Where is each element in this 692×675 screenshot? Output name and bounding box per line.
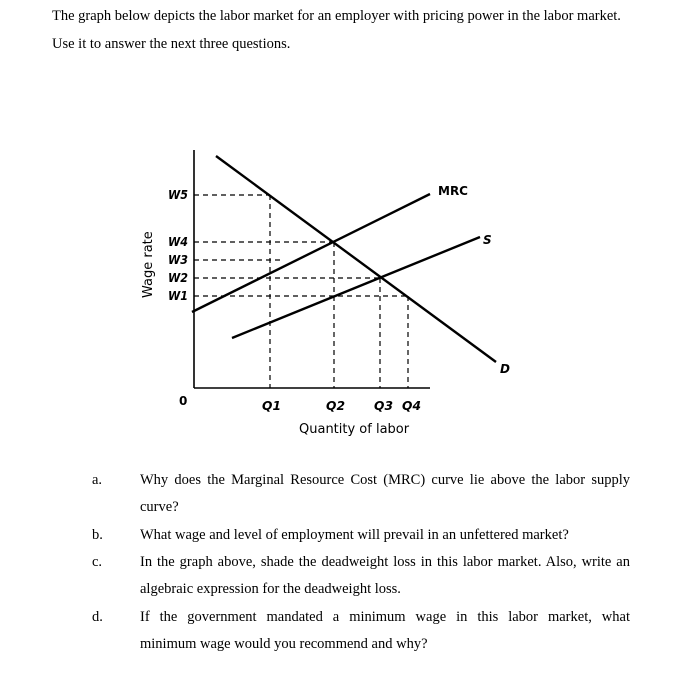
w4-label: W4 [168,235,188,249]
intro-paragraph: The graph below depicts the labor market for an employer with pricing power in the labor market. Use it to answer the next three questions. [52,8,621,52]
q1-label: Q1 [262,399,281,413]
question-text: curve? [140,499,179,515]
q4-label: Q4 [402,399,421,413]
origin-label: 0 [179,394,188,408]
x-axis-title: Quantity of labor [299,422,410,437]
question-text: Why does the Marginal Resource Cost (MRC) curve lie above the labor supply [140,472,630,488]
q3-label: Q3 [374,399,393,413]
mrc-curve [192,194,430,312]
w1-label: W1 [168,289,188,303]
w3-label: W3 [168,253,188,267]
question-letter: a. [92,472,103,488]
question-letter: b. [92,527,103,543]
mrc-label: MRC [438,184,468,198]
question-text: What wage and level of employment will prevail in an unfettered market? [140,527,569,543]
question-text: minimum wage would you recommend and why? [140,636,428,652]
question-letter: d. [92,609,103,625]
supply-label: S [483,233,492,247]
y-axis-title: Wage rate [141,231,156,298]
w5-label: W5 [168,188,188,202]
question-text: algebraic expression for the deadweight loss. [140,581,401,597]
w2-label: W2 [168,271,188,285]
demand-label: D [500,362,510,376]
question-text: If the government mandated a minimum wage in this labor market, what [140,609,630,625]
question-letter: c. [92,554,103,570]
question-text: In the graph above, shade the deadweight loss in this labor market. Also, write an [140,554,630,570]
q2-label: Q2 [326,399,345,413]
